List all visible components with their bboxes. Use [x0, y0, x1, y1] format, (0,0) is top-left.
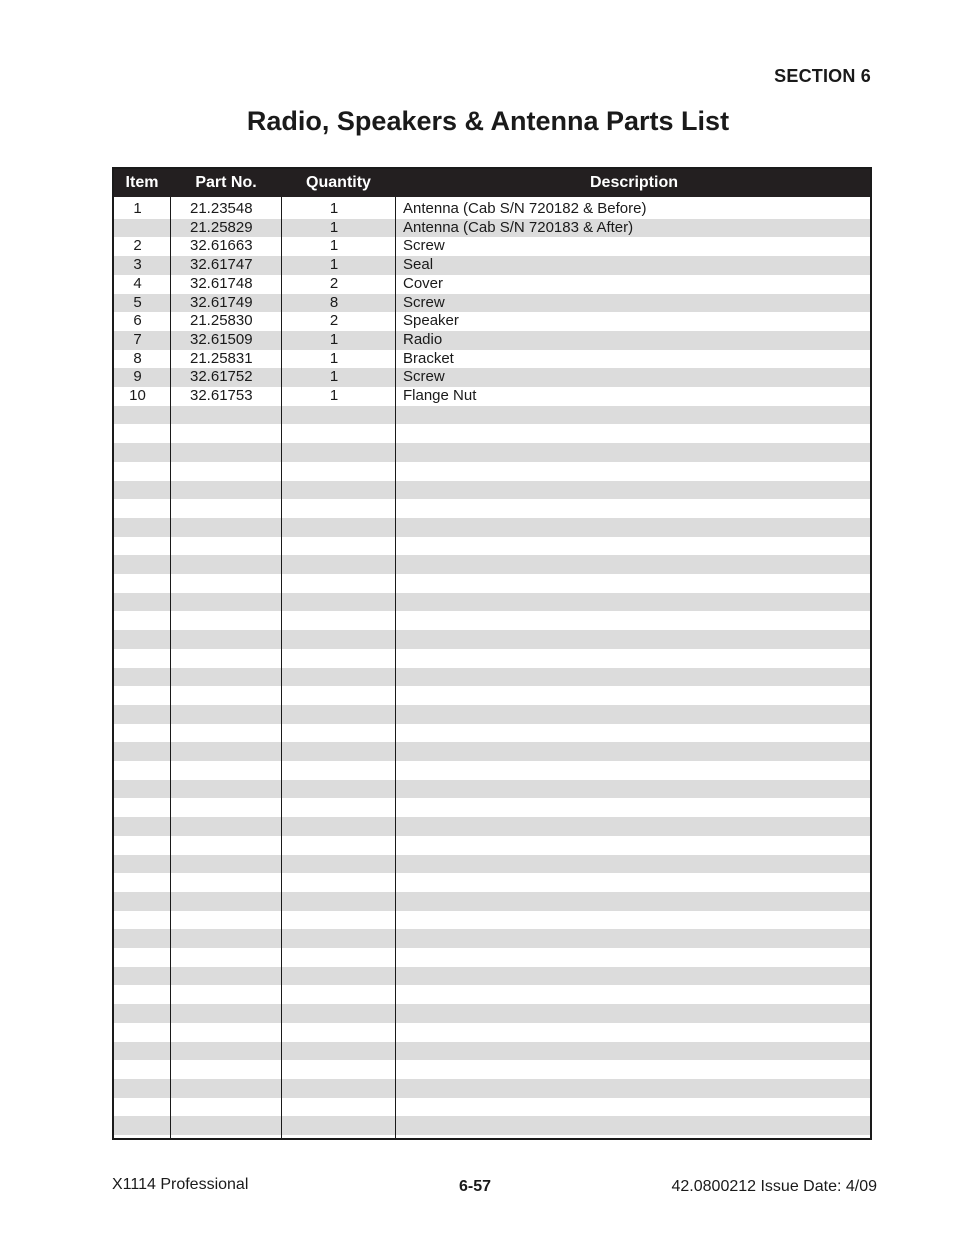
empty-table-row	[114, 1042, 870, 1061]
page-title: Radio, Speakers & Antenna Parts List	[246, 106, 730, 136]
empty-table-row	[114, 724, 870, 743]
parts-table	[112, 167, 872, 1140]
table-row	[114, 294, 870, 313]
cell-quantity: 1	[329, 387, 339, 404]
table-row	[114, 312, 870, 331]
empty-table-row	[114, 798, 870, 817]
table-row	[114, 331, 870, 350]
empty-table-row	[114, 537, 870, 556]
cell-item: 1	[133, 200, 142, 217]
cell-description: Cover	[403, 274, 444, 292]
table-row	[114, 219, 870, 238]
cell-quantity: 1	[329, 330, 339, 348]
empty-table-row	[114, 761, 870, 780]
empty-table-row	[114, 985, 870, 1004]
column-divider	[395, 197, 396, 1138]
cell-item: 3	[133, 256, 142, 274]
empty-table-row	[114, 668, 870, 687]
empty-table-row	[114, 1098, 870, 1117]
cell-part-no: 32.61663	[190, 237, 253, 255]
cell-part-no: 32.61509	[190, 330, 253, 348]
cell-part-no: 32.61752	[190, 368, 253, 386]
empty-table-row	[114, 630, 870, 649]
empty-table-row	[114, 649, 870, 668]
cell-part-no: 21.25829	[190, 218, 253, 236]
header-part-no: Part No.	[195, 174, 257, 191]
empty-table-row	[114, 1060, 870, 1079]
cell-quantity: 1	[329, 349, 339, 367]
cell-description: Screw	[403, 293, 445, 311]
empty-table-row	[114, 705, 870, 724]
cell-quantity: 1	[329, 256, 339, 274]
cell-description: Bracket	[403, 349, 454, 367]
cell-description: Speaker	[403, 312, 459, 330]
empty-table-row	[114, 1079, 870, 1098]
cell-quantity: 1	[329, 218, 339, 236]
cell-item: 6	[133, 312, 142, 330]
cell-description: Flange Nut	[403, 387, 477, 404]
cell-description: Screw	[403, 368, 445, 386]
empty-table-row	[114, 948, 870, 967]
cell-part-no: 32.61748	[190, 274, 253, 292]
header-item: Item	[125, 174, 159, 191]
empty-table-row	[114, 911, 870, 930]
empty-table-row	[114, 873, 870, 892]
table-body	[114, 197, 870, 1138]
empty-table-row	[114, 424, 870, 443]
cell-part-no: 21.25831	[190, 349, 253, 367]
table-row	[114, 368, 870, 387]
empty-table-row	[114, 686, 870, 705]
empty-table-row	[114, 574, 870, 593]
table-header	[114, 169, 870, 197]
cell-description: Radio	[403, 330, 443, 348]
cell-item: 2	[133, 237, 142, 255]
empty-table-row	[114, 462, 870, 481]
empty-table-row	[114, 518, 870, 537]
cell-quantity: 2	[329, 312, 339, 330]
column-divider	[170, 197, 171, 1138]
cell-description: Antenna (Cab S/N 720182 & Before)	[403, 200, 647, 217]
table-row	[114, 350, 870, 369]
empty-table-row	[114, 1004, 870, 1023]
empty-table-row	[114, 855, 870, 874]
empty-table-row	[114, 836, 870, 855]
cell-part-no: 32.61753	[190, 387, 253, 404]
empty-table-row	[114, 593, 870, 612]
empty-table-row	[114, 892, 870, 911]
section-label: SECTION 6	[774, 66, 871, 86]
cell-description: Antenna (Cab S/N 720183 & After)	[403, 218, 634, 236]
empty-table-row	[114, 1116, 870, 1135]
empty-table-row	[114, 817, 870, 836]
cell-part-no: 21.25830	[190, 312, 253, 330]
table-row	[114, 237, 870, 256]
cell-quantity: 8	[329, 293, 339, 311]
cell-item: 8	[133, 349, 142, 367]
cell-description: Seal	[403, 256, 434, 274]
empty-table-row	[114, 1023, 870, 1042]
cell-item: 10	[129, 387, 146, 404]
header-quantity: Quantity	[306, 174, 371, 191]
cell-part-no: 32.61747	[190, 256, 253, 274]
empty-table-row	[114, 443, 870, 462]
header-description: Description	[589, 174, 678, 191]
empty-table-row	[114, 929, 870, 948]
table-row	[114, 275, 870, 294]
cell-part-no: 21.23548	[190, 200, 253, 217]
cell-item: 4	[133, 274, 142, 292]
cell-quantity: 2	[329, 274, 339, 292]
empty-table-row	[114, 742, 870, 761]
cell-quantity: 1	[329, 368, 339, 386]
footer-doc-issue: 42.0800212 Issue Date: 4/09	[671, 1178, 877, 1195]
footer-model: X1114 Professional	[112, 1176, 249, 1193]
cell-item: 9	[133, 368, 142, 386]
cell-item: 5	[133, 293, 142, 311]
empty-table-row	[114, 555, 870, 574]
footer-page-number: 6-57	[459, 1178, 492, 1195]
table-row	[114, 387, 870, 406]
table-row	[114, 200, 870, 219]
empty-table-row	[114, 481, 870, 500]
empty-table-row	[114, 780, 870, 799]
cell-description: Screw	[403, 237, 445, 255]
empty-table-row	[114, 967, 870, 986]
cell-item: 7	[133, 330, 142, 348]
table-row	[114, 256, 870, 275]
empty-table-row	[114, 406, 870, 425]
cell-quantity: 1	[329, 200, 339, 217]
empty-table-row	[114, 611, 870, 630]
empty-table-row	[114, 499, 870, 518]
column-divider	[281, 197, 282, 1138]
cell-quantity: 1	[329, 237, 339, 255]
cell-part-no: 32.61749	[190, 293, 253, 311]
